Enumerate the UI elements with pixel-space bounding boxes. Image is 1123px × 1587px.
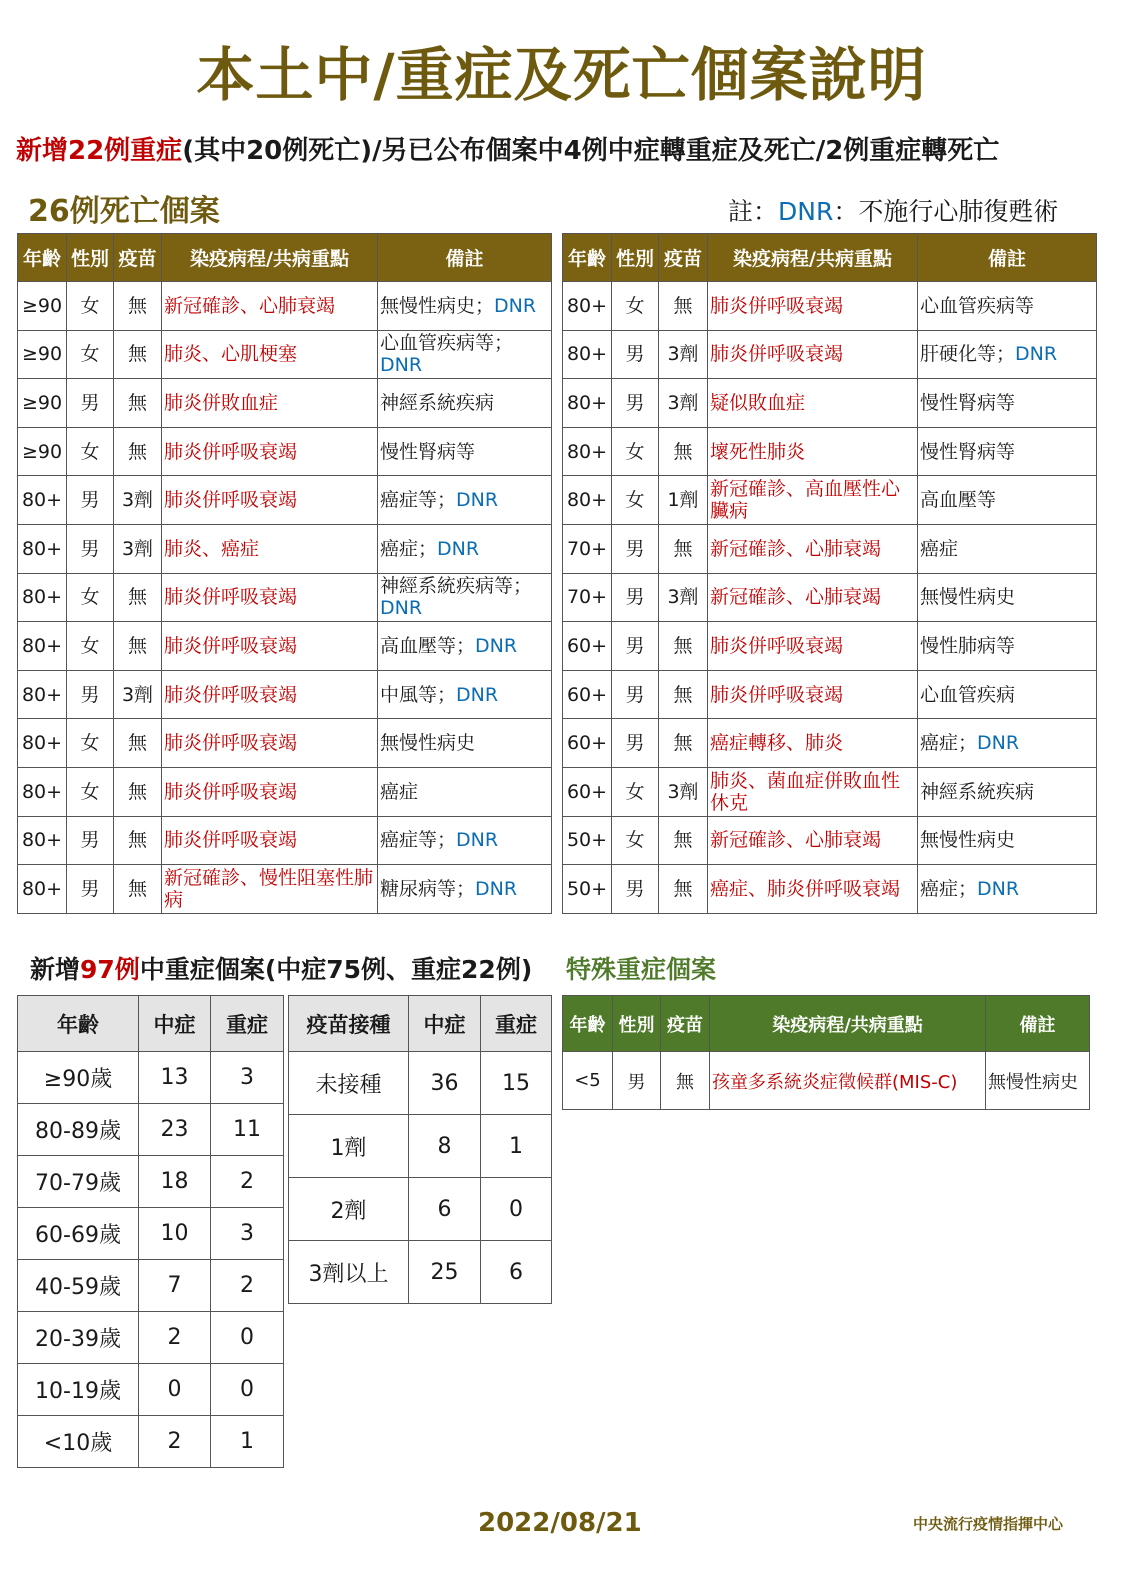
death-row xyxy=(18,330,552,379)
special-table-header xyxy=(563,996,1090,1052)
course-cell: 疑似敗血症 xyxy=(708,379,918,428)
header-note: 備註 xyxy=(378,234,552,282)
note-text: 癌症等； xyxy=(380,489,457,512)
note-cell xyxy=(918,670,1097,719)
vaccine-cell: 3劑 xyxy=(659,379,708,428)
age-row xyxy=(18,1416,284,1468)
course-cell: 肺炎併呼吸衰竭 xyxy=(708,622,918,671)
severe-cell: 3 xyxy=(211,1052,284,1104)
course-cell: 肺炎併敗血症 xyxy=(162,379,378,428)
note-text: 肝硬化等； xyxy=(920,343,1016,366)
note-text: 高血壓等； xyxy=(380,634,476,657)
age-cell: 80+ xyxy=(18,670,67,719)
death-row xyxy=(18,865,552,914)
course-cell: 肺炎併呼吸衰竭 xyxy=(162,427,378,476)
age-header-severe: 重症 xyxy=(211,996,284,1052)
special-cases-title: 特殊重症個案 xyxy=(566,955,717,984)
vaccine-cell: 無 xyxy=(661,1052,710,1110)
note-text: 無慢性病史 xyxy=(920,829,1016,852)
sex-cell: 男 xyxy=(612,573,659,622)
death-row xyxy=(563,865,1097,914)
dnr-tag: DNR xyxy=(456,683,499,706)
death-row xyxy=(563,670,1097,719)
note-text: 神經系統疾病 xyxy=(380,391,495,414)
age-cell: 80+ xyxy=(18,719,67,768)
age-cell: 80+ xyxy=(18,573,67,622)
header-course: 染疫病程/共病重點 xyxy=(162,234,378,282)
course-cell: 壞死性肺炎 xyxy=(708,427,918,476)
vaccine-cell: 3劑 xyxy=(659,767,708,816)
severe-cell: 1 xyxy=(481,1115,552,1178)
course-cell: 新冠確診、心肺衰竭 xyxy=(708,573,918,622)
label-cell: 60-69歲 xyxy=(18,1208,139,1260)
note-cell xyxy=(918,524,1097,573)
age-cell: ≥90 xyxy=(18,282,67,331)
severe-cell: 15 xyxy=(481,1052,552,1115)
age-row xyxy=(18,1104,284,1156)
death-row xyxy=(18,379,552,428)
header-vaccine: 疫苗 xyxy=(114,234,162,282)
vaccine-row xyxy=(289,1241,552,1304)
dnr-tag: DNR xyxy=(380,354,423,377)
vaccine-table xyxy=(288,995,552,1304)
moderate-cell: 2 xyxy=(139,1416,211,1468)
sex-cell: 男 xyxy=(612,524,659,573)
note-text: 癌症； xyxy=(920,877,978,900)
note-cell xyxy=(378,427,552,476)
death-row xyxy=(563,622,1097,671)
severe-cell: 0 xyxy=(481,1178,552,1241)
vaccine-cell: 無 xyxy=(659,524,708,573)
death-row xyxy=(18,670,552,719)
label-cell: 1劑 xyxy=(289,1115,409,1178)
subtitle-highlight: 新增22例重症 xyxy=(16,136,183,166)
note-cell xyxy=(918,816,1097,865)
note-cell xyxy=(918,427,1097,476)
label-cell: 40-59歲 xyxy=(18,1260,139,1312)
age-cell: 80+ xyxy=(563,330,612,379)
course-cell: 新冠確診、慢性阻塞性肺病 xyxy=(162,865,378,914)
vaccine-cell: 無 xyxy=(114,719,162,768)
death-row xyxy=(563,573,1097,622)
organization-name: 中央流行疫情指揮中心 xyxy=(913,1515,1064,1533)
note-text: 癌症 xyxy=(380,780,419,803)
note-cell xyxy=(918,865,1097,914)
moderate-cell: 13 xyxy=(139,1052,211,1104)
age-table-header xyxy=(18,996,284,1052)
death-row xyxy=(18,622,552,671)
moderate-cell: 18 xyxy=(139,1156,211,1208)
sex-cell: 男 xyxy=(612,719,659,768)
page-subtitle xyxy=(16,130,1116,167)
sex-cell: 男 xyxy=(67,865,114,914)
course-cell: 肺炎併呼吸衰竭 xyxy=(708,282,918,331)
death-row xyxy=(18,427,552,476)
death-row xyxy=(563,524,1097,573)
course-cell: 肺炎併呼吸衰竭 xyxy=(162,476,378,525)
death-row xyxy=(563,816,1097,865)
age-row xyxy=(18,1208,284,1260)
header-sex: 性別 xyxy=(612,234,659,282)
note-cell xyxy=(378,379,552,428)
moderate-cell: 25 xyxy=(409,1241,481,1304)
severe-cell: 2 xyxy=(211,1260,284,1312)
age-row xyxy=(18,1312,284,1364)
dnr-tag: DNR xyxy=(1015,343,1058,366)
death-table-header xyxy=(563,234,1097,282)
note-cell: 無慢性病史 xyxy=(986,1052,1090,1110)
label-cell: 10-19歲 xyxy=(18,1364,139,1416)
subtitle-rest: (其中20例死亡)/另已公布個案中4例中症轉重症及死亡/2例重症轉死亡 xyxy=(182,136,1000,166)
note-text: 心血管疾病等 xyxy=(920,294,1035,317)
note-text: 神經系統疾病 xyxy=(920,780,1035,803)
moderate-cell: 8 xyxy=(409,1115,481,1178)
vac-header-type: 疫苗接種 xyxy=(289,996,409,1052)
label-cell: 未接種 xyxy=(289,1052,409,1115)
course-cell: 孩童多系統炎症徵候群(MIS-C) xyxy=(710,1052,986,1110)
age-cell: 80+ xyxy=(563,427,612,476)
age-row xyxy=(18,1052,284,1104)
label-cell: 20-39歲 xyxy=(18,1312,139,1364)
new-suffix: 中重症個案(中症75例、重症22例) xyxy=(139,955,533,984)
death-row xyxy=(18,573,552,622)
sex-cell: 男 xyxy=(67,816,114,865)
vaccine-cell: 無 xyxy=(659,282,708,331)
sex-cell: 男 xyxy=(612,379,659,428)
dnr-tag: DNR xyxy=(456,829,499,852)
death-section-title: 26例死亡個案 xyxy=(28,194,220,229)
age-row xyxy=(18,1156,284,1208)
sex-cell: 女 xyxy=(67,767,114,816)
note-dnr: DNR xyxy=(778,197,834,226)
note-cell xyxy=(378,670,552,719)
sex-cell: 男 xyxy=(67,670,114,719)
label-cell: 2劑 xyxy=(289,1178,409,1241)
age-cell: 70+ xyxy=(563,573,612,622)
age-cell: 80+ xyxy=(18,816,67,865)
sp-header-sex: 性別 xyxy=(613,996,661,1052)
death-table-left xyxy=(17,233,552,914)
vaccine-cell: 無 xyxy=(659,865,708,914)
sp-header-course: 染疫病程/共病重點 xyxy=(710,996,986,1052)
header-age: 年齡 xyxy=(563,234,612,282)
age-cell: 50+ xyxy=(563,816,612,865)
moderate-cell: 23 xyxy=(139,1104,211,1156)
course-cell: 肺炎併呼吸衰竭 xyxy=(162,622,378,671)
age-cell: 50+ xyxy=(563,865,612,914)
sex-cell: 男 xyxy=(613,1052,661,1110)
note-cell xyxy=(378,330,552,379)
sex-cell: 男 xyxy=(612,622,659,671)
sex-cell: 女 xyxy=(612,767,659,816)
note-cell xyxy=(378,719,552,768)
note-text: 高血壓等 xyxy=(920,489,997,512)
sex-cell: 女 xyxy=(67,330,114,379)
death-row xyxy=(563,330,1097,379)
age-cell: 60+ xyxy=(563,622,612,671)
age-cell: ≥90 xyxy=(18,330,67,379)
moderate-cell: 7 xyxy=(139,1260,211,1312)
sp-header-age: 年齡 xyxy=(563,996,613,1052)
vaccine-cell: 無 xyxy=(114,379,162,428)
note-text: 慢性腎病等 xyxy=(920,391,1016,414)
death-row xyxy=(18,524,552,573)
sex-cell: 女 xyxy=(67,427,114,476)
course-cell: 肺炎、菌血症併敗血性休克 xyxy=(708,767,918,816)
vaccine-cell: 無 xyxy=(114,427,162,476)
label-cell: 80-89歲 xyxy=(18,1104,139,1156)
vaccine-cell: 無 xyxy=(659,719,708,768)
vaccine-cell: 3劑 xyxy=(659,330,708,379)
dnr-tag: DNR xyxy=(977,732,1020,755)
dnr-tag: DNR xyxy=(494,294,537,317)
age-cell: 60+ xyxy=(563,767,612,816)
vaccine-cell: 無 xyxy=(114,767,162,816)
sex-cell: 女 xyxy=(612,427,659,476)
sex-cell: 女 xyxy=(67,573,114,622)
note-text: 中風等； xyxy=(380,683,457,706)
note-text: 糖尿病等； xyxy=(380,877,476,900)
vaccine-cell: 無 xyxy=(659,427,708,476)
label-cell: ≥90歲 xyxy=(18,1052,139,1104)
course-cell: 肺炎併呼吸衰竭 xyxy=(162,816,378,865)
death-row xyxy=(18,719,552,768)
vaccine-cell: 1劑 xyxy=(659,476,708,525)
note-cell xyxy=(378,816,552,865)
course-cell: 肺炎、癌症 xyxy=(162,524,378,573)
moderate-cell: 36 xyxy=(409,1052,481,1115)
vaccine-cell: 3劑 xyxy=(114,670,162,719)
note-suffix: ：不施行心肺復甦術 xyxy=(833,197,1059,226)
header-sex: 性別 xyxy=(67,234,114,282)
note-text: 癌症 xyxy=(920,537,959,560)
label-cell: 3劑以上 xyxy=(289,1241,409,1304)
note-cell xyxy=(378,524,552,573)
age-cell: 80+ xyxy=(18,622,67,671)
note-cell xyxy=(378,282,552,331)
sex-cell: 男 xyxy=(67,379,114,428)
sp-header-note: 備註 xyxy=(986,996,1090,1052)
age-cell: 80+ xyxy=(18,476,67,525)
note-cell xyxy=(378,622,552,671)
moderate-cell: 6 xyxy=(409,1178,481,1241)
report-date: 2022/08/21 xyxy=(478,1508,642,1538)
age-cell: 80+ xyxy=(18,767,67,816)
dnr-tag: DNR xyxy=(437,537,480,560)
note-text: 慢性腎病等 xyxy=(920,440,1016,463)
note-text: 癌症； xyxy=(380,537,438,560)
page-title: 本土中/重症及死亡個案說明 xyxy=(196,41,927,109)
death-row xyxy=(563,427,1097,476)
vaccine-cell: 無 xyxy=(114,816,162,865)
severe-cell: 0 xyxy=(211,1312,284,1364)
death-table-right xyxy=(562,233,1097,914)
vaccine-cell: 3劑 xyxy=(114,524,162,573)
death-row xyxy=(563,282,1097,331)
age-cell: 80+ xyxy=(18,865,67,914)
vaccine-row xyxy=(289,1115,552,1178)
age-cell: 80+ xyxy=(563,379,612,428)
note-text: 慢性腎病等 xyxy=(380,440,476,463)
course-cell: 新冠確診、心肺衰竭 xyxy=(162,282,378,331)
sex-cell: 女 xyxy=(67,622,114,671)
age-header-age: 年齡 xyxy=(18,996,139,1052)
note-text: 神經系統疾病等； xyxy=(380,575,533,598)
death-row xyxy=(18,816,552,865)
note-text: 心血管疾病 xyxy=(920,683,1016,706)
note-text: 無慢性病史 xyxy=(380,732,476,755)
vaccine-cell: 3劑 xyxy=(114,476,162,525)
severe-cell: 6 xyxy=(481,1241,552,1304)
header-note: 備註 xyxy=(918,234,1097,282)
course-cell: 癌症、肺炎併呼吸衰竭 xyxy=(708,865,918,914)
age-cell: 60+ xyxy=(563,719,612,768)
death-row xyxy=(563,379,1097,428)
vaccine-row xyxy=(289,1052,552,1115)
course-cell: 新冠確診、心肺衰竭 xyxy=(708,524,918,573)
vaccine-cell: 無 xyxy=(114,282,162,331)
sex-cell: 男 xyxy=(612,670,659,719)
new-count: 97例 xyxy=(80,955,140,984)
dnr-tag: DNR xyxy=(380,597,423,620)
note-cell xyxy=(918,476,1097,525)
sex-cell: 女 xyxy=(67,719,114,768)
new-prefix: 新增 xyxy=(30,955,81,984)
age-header-moderate: 中症 xyxy=(139,996,211,1052)
course-cell: 肺炎併呼吸衰竭 xyxy=(162,573,378,622)
dnr-tag: DNR xyxy=(977,877,1020,900)
course-cell: 肺炎併呼吸衰竭 xyxy=(162,719,378,768)
dnr-tag: DNR xyxy=(456,489,499,512)
vaccine-cell: 無 xyxy=(114,573,162,622)
age-cell: ≥90 xyxy=(18,427,67,476)
label-cell: 70-79歲 xyxy=(18,1156,139,1208)
note-text: 無慢性病史； xyxy=(380,294,495,317)
note-cell xyxy=(918,282,1097,331)
vaccine-cell: 無 xyxy=(659,622,708,671)
vaccine-cell: 無 xyxy=(659,670,708,719)
vaccine-cell: 無 xyxy=(114,622,162,671)
course-cell: 新冠確診、高血壓性心臟病 xyxy=(708,476,918,525)
sex-cell: 女 xyxy=(612,282,659,331)
sex-cell: 女 xyxy=(612,816,659,865)
sex-cell: 男 xyxy=(612,330,659,379)
vaccine-cell: 無 xyxy=(659,816,708,865)
course-cell: 癌症轉移、肺炎 xyxy=(708,719,918,768)
death-row xyxy=(18,282,552,331)
vac-header-severe: 重症 xyxy=(481,996,552,1052)
vac-header-moderate: 中症 xyxy=(409,996,481,1052)
note-cell xyxy=(378,476,552,525)
age-table xyxy=(17,995,284,1468)
sex-cell: 女 xyxy=(67,282,114,331)
moderate-cell: 2 xyxy=(139,1312,211,1364)
special-table xyxy=(562,995,1090,1110)
death-row xyxy=(563,719,1097,768)
vaccine-cell: 無 xyxy=(114,865,162,914)
severe-cell: 2 xyxy=(211,1156,284,1208)
note-cell xyxy=(918,573,1097,622)
dnr-tag: DNR xyxy=(475,877,518,900)
vaccine-table-header xyxy=(289,996,552,1052)
new-cases-title xyxy=(30,950,532,986)
sex-cell: 女 xyxy=(612,476,659,525)
special-row xyxy=(563,1052,1090,1110)
sex-cell: 男 xyxy=(612,865,659,914)
course-cell: 肺炎、心肌梗塞 xyxy=(162,330,378,379)
severe-cell: 3 xyxy=(211,1208,284,1260)
age-cell: 80+ xyxy=(563,282,612,331)
sp-header-vaccine: 疫苗 xyxy=(661,996,710,1052)
vaccine-cell: 無 xyxy=(114,330,162,379)
death-row xyxy=(18,767,552,816)
note-cell xyxy=(378,573,552,622)
header-age: 年齡 xyxy=(18,234,67,282)
age-cell: 60+ xyxy=(563,670,612,719)
dnr-note xyxy=(728,192,1058,228)
note-cell xyxy=(378,767,552,816)
dnr-tag: DNR xyxy=(475,634,518,657)
severe-cell: 0 xyxy=(211,1364,284,1416)
note-cell xyxy=(918,719,1097,768)
sex-cell: 男 xyxy=(67,524,114,573)
age-cell: 70+ xyxy=(563,524,612,573)
severe-cell: 1 xyxy=(211,1416,284,1468)
label-cell: <10歲 xyxy=(18,1416,139,1468)
note-cell xyxy=(918,622,1097,671)
note-text: 癌症； xyxy=(920,732,978,755)
course-cell: 肺炎併呼吸衰竭 xyxy=(162,767,378,816)
header-vaccine: 疫苗 xyxy=(659,234,708,282)
note-cell xyxy=(918,379,1097,428)
age-row xyxy=(18,1364,284,1416)
note-cell xyxy=(378,865,552,914)
vaccine-cell: 3劑 xyxy=(659,573,708,622)
note-text: 慢性肺病等 xyxy=(920,634,1016,657)
note-text: 無慢性病史 xyxy=(920,586,1016,609)
note-text: 心血管疾病等； xyxy=(380,332,514,355)
age-cell: 80+ xyxy=(18,524,67,573)
moderate-cell: 10 xyxy=(139,1208,211,1260)
course-cell: 肺炎併呼吸衰竭 xyxy=(708,670,918,719)
moderate-cell: 0 xyxy=(139,1364,211,1416)
course-cell: 肺炎併呼吸衰竭 xyxy=(162,670,378,719)
death-row xyxy=(18,476,552,525)
course-cell: 肺炎併呼吸衰竭 xyxy=(708,330,918,379)
age-cell: <5 xyxy=(563,1052,613,1110)
death-row xyxy=(563,767,1097,816)
age-cell: 80+ xyxy=(563,476,612,525)
course-cell: 新冠確診、心肺衰竭 xyxy=(708,816,918,865)
sex-cell: 男 xyxy=(67,476,114,525)
age-row xyxy=(18,1260,284,1312)
note-text: 癌症等； xyxy=(380,829,457,852)
vaccine-row xyxy=(289,1178,552,1241)
note-cell xyxy=(918,767,1097,816)
death-table-header xyxy=(18,234,552,282)
severe-cell: 11 xyxy=(211,1104,284,1156)
death-row xyxy=(563,476,1097,525)
note-cell xyxy=(918,330,1097,379)
note-prefix: 註： xyxy=(728,197,779,226)
age-cell: ≥90 xyxy=(18,379,67,428)
header-course: 染疫病程/共病重點 xyxy=(708,234,918,282)
